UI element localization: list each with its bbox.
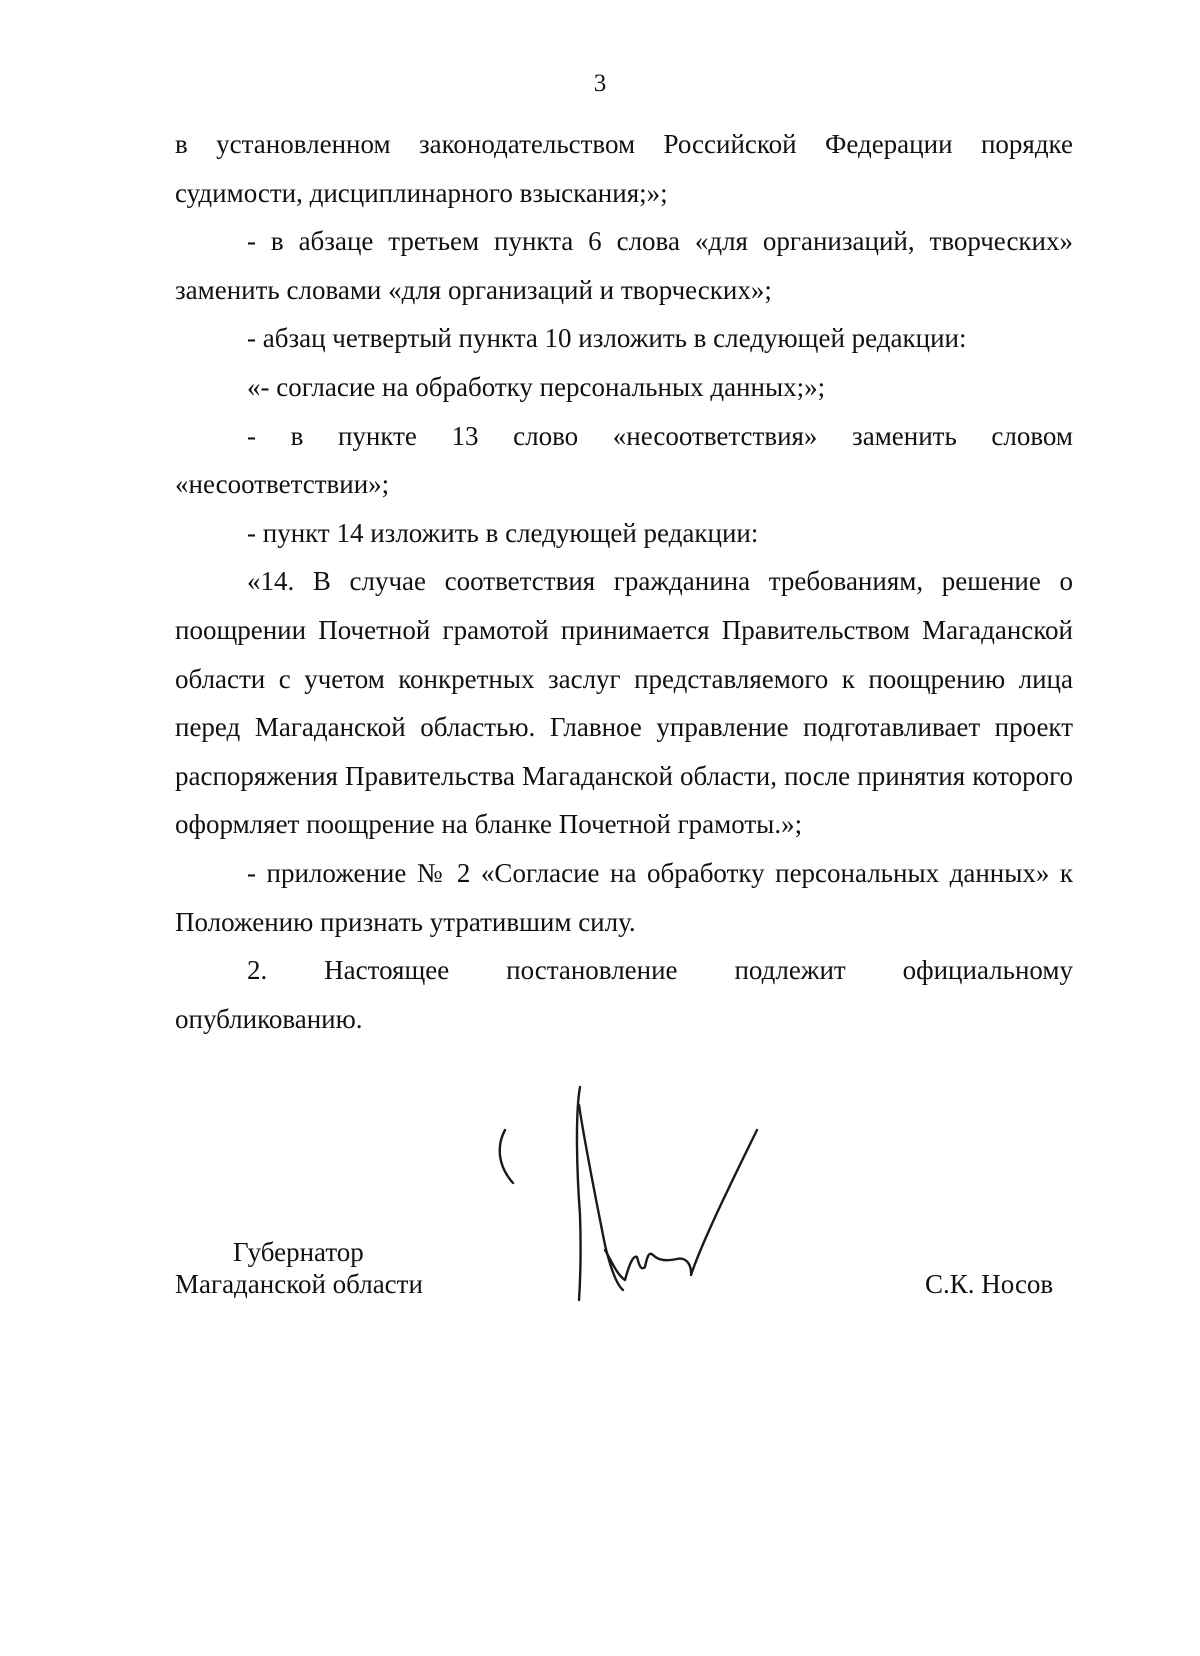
paragraph-quote-item-14: «14. В случае соответствия гражданина требованиям, решение о поощрении Почетной грамотой принимается Правительством Магаданской области с учетом конкретных заслуг представляемого к поощрению лица перед Магаданской областью. Главное управление подготавливает проект распоряжения Правительства Магаданской области, после принятия которого оформляет поощрение на бланке Почетной грамоты.»; <box>175 566 1073 840</box>
paragraph-continuation: в установленном законодательством Российской Федерации порядке судимости, дисциплинарного взыскания;»; <box>175 129 1073 208</box>
paragraph-amendment-item-14: - пункт 14 изложить в следующей редакции: <box>247 517 759 548</box>
signatory-name: С.К. Носов <box>925 1269 1054 1299</box>
document-body <box>175 120 1073 1043</box>
signature-title-line1: Губернатор <box>233 1237 364 1267</box>
paragraph-amendment-item-10: - абзац четвертый пункта 10 изложить в следующей редакции: <box>247 323 967 354</box>
handwritten-signature <box>495 1085 815 1315</box>
paragraph-publication-line2: опубликованию. <box>175 1003 363 1034</box>
signature-title-line2: Магаданской области <box>175 1269 423 1299</box>
paragraph-quote-consent: «- согласие на обработку персональных данных;»; <box>247 371 826 402</box>
page-number: 3 <box>593 70 607 97</box>
paragraph-amendment-item-6: - в абзаце третьем пункта 6 слова «для организаций, творческих» заменить словами «для организаций и творческих»; <box>175 226 1073 305</box>
paragraph-amendment-item-13-line1: - в пункте 13 слово «несоответствия» заменить словом <box>247 420 1073 451</box>
signature-title <box>175 1236 423 1300</box>
paragraph-publication-line1: 2. Настоящее постановление подлежит официальному <box>247 955 1073 986</box>
paragraph-annex-2: - приложение № 2 «Согласие на обработку персональных данных» к Положению признать утратившим силу. <box>175 857 1073 937</box>
paragraph-amendment-item-13-line2: «несоответствии»; <box>175 469 390 500</box>
